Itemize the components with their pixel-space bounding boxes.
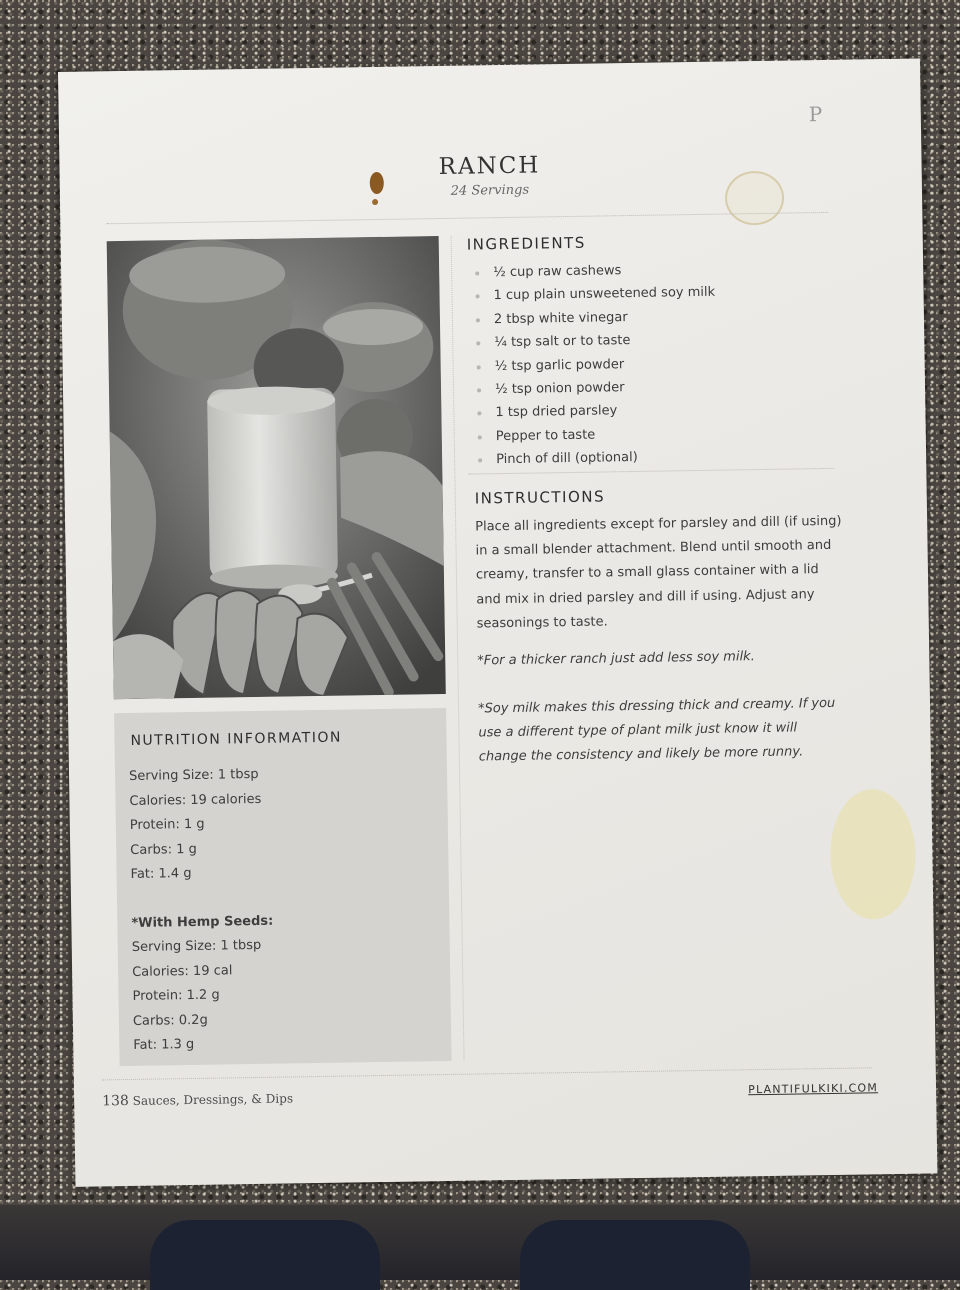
hemp-seeds-heading: *With Hemp Seeds: [131,913,274,931]
nutrition-item: Serving Size: 1 tbsp [128,766,259,784]
recipe-page [58,58,937,1186]
nutrition-list [129,763,275,1059]
ingredient-item: Pepper to taste [476,422,718,449]
ingredient-item: ½ tsp garlic powder [474,351,716,378]
ingredients-list [473,258,718,472]
ingredient-item: ½ cup raw cashews [473,258,715,285]
nutrition-item: Fat: 1.3 g [133,1036,195,1053]
ingredient-item: 1 tsp dried parsley [475,398,717,425]
instructions-note: *Soy milk makes this dressing thick and creamy. If you use a different type of plant milk just know it will change the consistency and likely be more runny. [477,695,836,765]
ingredients-heading: INGREDIENTS [466,233,586,254]
nutrition-heading: NUTRITION INFORMATION [130,729,343,749]
instructions-body: Place all ingredients except for parsley and dill (if using) in a small blender attachment. Blend until smooth and creamy, transfer to a small glass container with a lid and mix in dried parsley and dill if using. Adjust any seasonings to taste. [475,513,842,632]
section-name: Sauces, Dressings, & Dips [132,1091,294,1108]
nutrition-item: Carbs: 1 g [130,841,197,858]
column-divider [451,236,465,1061]
divider [106,212,828,224]
instructions-note: *For a thicker ranch just add less soy milk. [477,649,755,669]
nutrition-item: Calories: 19 calories [129,791,262,809]
ingredient-item: ¼ tsp salt or to taste [474,328,716,355]
ingredient-item: 1 cup plain unsweetened soy milk [473,281,715,308]
nutrition-item: Fat: 1.4 g [130,866,192,882]
nutrition-item: Carbs: 0.2g [132,1012,208,1029]
ingredient-item: Pinch of dill (optional) [476,445,718,472]
nutrition-panel [114,708,452,1066]
ranch-photo [107,236,446,699]
nutrition-item: Protein: 1 g [129,816,205,833]
website-link[interactable]: PLANTIFULKIKI.COM [748,1081,879,1097]
ingredient-item: 2 tbsp white vinegar [474,305,716,332]
recipe-title: RANCH [438,152,541,181]
publisher-logo: P [808,102,823,127]
nutrition-item: Serving Size: 1 tbsp [131,937,262,955]
page-number: 138 [102,1093,130,1110]
ranch-photo-illustration [107,236,446,699]
ingredient-item: ½ tsp onion powder [475,375,717,402]
floor-background [0,1205,960,1280]
footer-divider [102,1067,872,1080]
footer-page-info [102,1090,293,1109]
nutrition-item: Calories: 19 cal [132,962,233,980]
recipe-servings: 24 Servings [450,182,530,199]
instructions-heading: INSTRUCTIONS [474,487,606,508]
water-stain [829,789,916,920]
nutrition-item: Protein: 1.2 g [132,987,220,1004]
